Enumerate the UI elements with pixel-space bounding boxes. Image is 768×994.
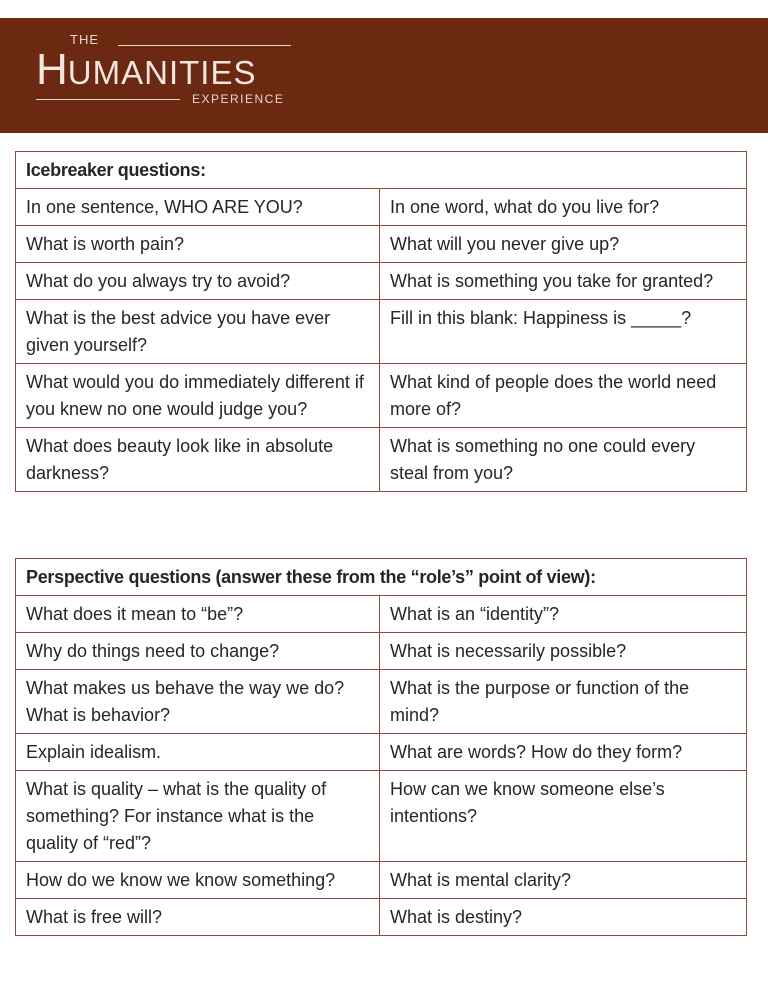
table-row [16, 189, 747, 226]
question-cell: What does beauty look like in absolute darkness? [16, 428, 380, 492]
table-row [16, 596, 747, 633]
table-row [16, 670, 747, 734]
question-cell: Fill in this blank: Happiness is _____? [380, 300, 747, 364]
perspective-questions-table [15, 558, 747, 936]
logo-divider-bottom [36, 99, 180, 100]
table-row [16, 899, 747, 936]
logo-divider-top [118, 45, 291, 46]
question-cell: What is an “identity”? [380, 596, 747, 633]
question-cell: Explain idealism. [16, 734, 380, 771]
question-cell: How can we know someone else’s intentions? [380, 771, 747, 862]
table-row [16, 226, 747, 263]
logo-name-rest: UMANITIES [67, 54, 257, 91]
question-cell: Why do things need to change? [16, 633, 380, 670]
question-cell: What is the best advice you have ever given yourself? [16, 300, 380, 364]
humanities-experience-logo [36, 32, 298, 118]
question-cell: What is mental clarity? [380, 862, 747, 899]
question-cell: What makes us behave the way we do? What is behavior? [16, 670, 380, 734]
question-cell: What kind of people does the world need more of? [380, 364, 747, 428]
table-row [16, 263, 747, 300]
table-row [16, 771, 747, 862]
question-cell: What is the purpose or function of the mind? [380, 670, 747, 734]
question-cell: What is destiny? [380, 899, 747, 936]
header-banner [0, 18, 768, 133]
question-cell: What is free will? [16, 899, 380, 936]
table-row [16, 428, 747, 492]
question-cell: In one sentence, WHO ARE YOU? [16, 189, 380, 226]
logo-experience-text: EXPERIENCE [192, 92, 285, 106]
table-header-row [16, 152, 747, 189]
table-row [16, 633, 747, 670]
question-cell: What does it mean to “be”? [16, 596, 380, 633]
question-cell: What would you do immediately different if you knew no one would judge you? [16, 364, 380, 428]
table-row [16, 734, 747, 771]
table-row [16, 364, 747, 428]
table-row [16, 300, 747, 364]
question-cell: What is necessarily possible? [380, 633, 747, 670]
icebreaker-questions-table [15, 151, 747, 492]
question-cell: What are words? How do they form? [380, 734, 747, 771]
question-cell: In one word, what do you live for? [380, 189, 747, 226]
logo-wordmark [36, 45, 257, 94]
question-cell: What do you always try to avoid? [16, 263, 380, 300]
logo-the-text: THE [70, 32, 99, 47]
question-cell: What is worth pain? [16, 226, 380, 263]
question-cell: How do we know we know something? [16, 862, 380, 899]
table-row [16, 862, 747, 899]
question-cell: What is something no one could every steal from you? [380, 428, 747, 492]
perspective-header: Perspective questions (answer these from the “role’s” point of view): [16, 559, 747, 596]
question-cell: What will you never give up? [380, 226, 747, 263]
table-header-row [16, 559, 747, 596]
icebreaker-header: Icebreaker questions: [16, 152, 747, 189]
logo-initial: H [36, 45, 68, 94]
question-cell: What is something you take for granted? [380, 263, 747, 300]
question-cell: What is quality – what is the quality of something? For instance what is the quality of “red”? [16, 771, 380, 862]
